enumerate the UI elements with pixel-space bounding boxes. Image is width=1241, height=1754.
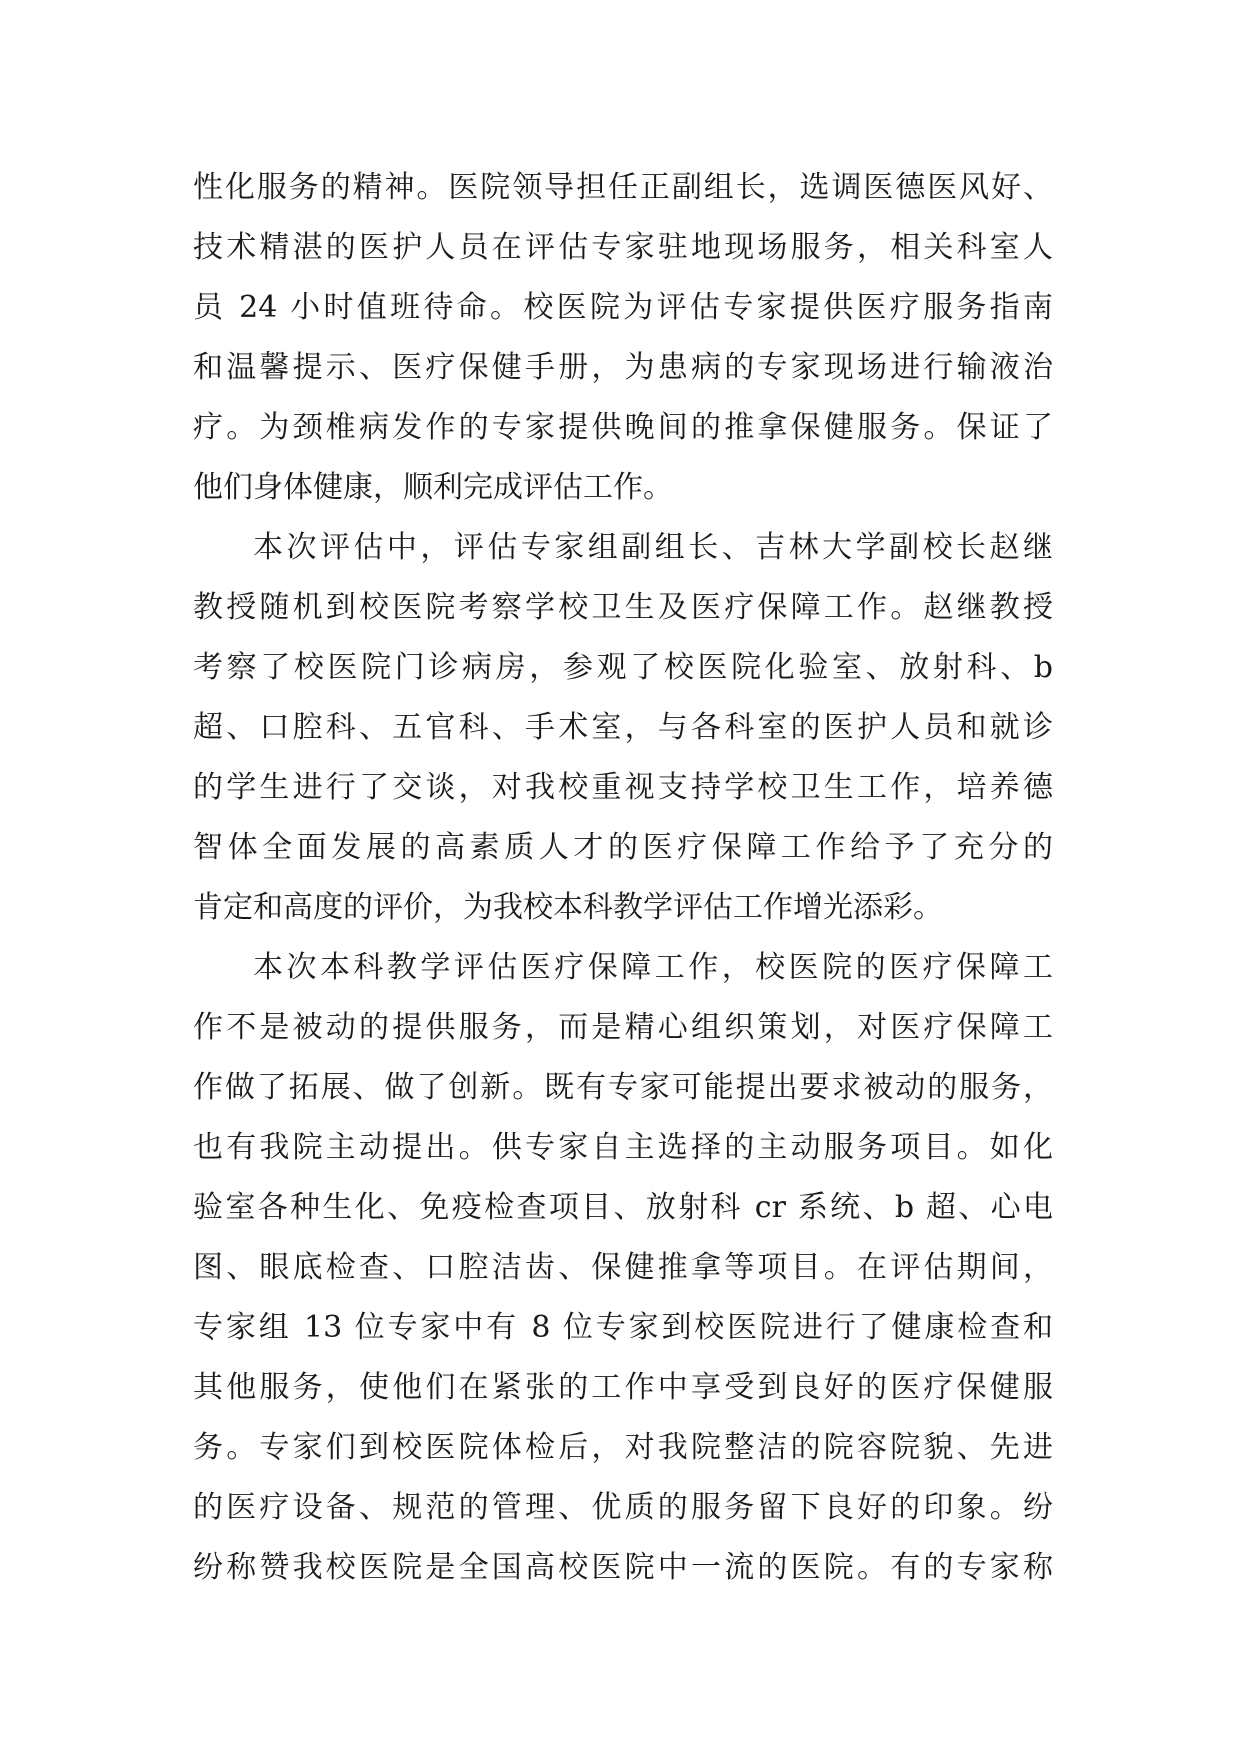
text-line: 员 24 小时值班待命。校医院为评估专家提供医疗服务指南 [193, 290, 1053, 325]
text-line: 其他服务，使他们在紧张的工作中享受到良好的医疗保健服 [193, 1370, 1053, 1405]
text-line: 作不是被动的提供服务，而是精心组织策划，对医疗保障工 [193, 1010, 1053, 1045]
text-line: 智体全面发展的高素质人才的医疗保障工作给予了充分的 [193, 830, 1053, 865]
text-line: 图、眼底检查、口腔洁齿、保健推拿等项目。在评估期间， [193, 1250, 1053, 1285]
text-line: 纷称赞我校医院是全国高校医院中一流的医院。有的专家称 [193, 1550, 1053, 1585]
text-line: 技术精湛的医护人员在评估专家驻地现场服务，相关科室人 [193, 230, 1053, 265]
text-line: 务。专家们到校医院体检后，对我院整洁的院容院貌、先进 [193, 1430, 1053, 1465]
text-line: 肯定和高度的评价，为我校本科教学评估工作增光添彩。 [193, 890, 943, 925]
text-line: 本次本科教学评估医疗保障工作，校医院的医疗保障工 [253, 950, 1053, 985]
text-line: 也有我院主动提出。供专家自主选择的主动服务项目。如化 [193, 1130, 1053, 1165]
text-line: 专家组 13 位专家中有 8 位专家到校医院进行了健康检查和 [193, 1310, 1053, 1345]
text-line: 教授随机到校医院考察学校卫生及医疗保障工作。赵继教授 [193, 590, 1053, 625]
text-line: 的医疗设备、规范的管理、优质的服务留下良好的印象。纷 [193, 1490, 1053, 1525]
text-line: 超、口腔科、五官科、手术室，与各科室的医护人员和就诊 [193, 710, 1053, 745]
text-line: 他们身体健康，顺利完成评估工作。 [193, 470, 673, 505]
text-line: 作做了拓展、做了创新。既有专家可能提出要求被动的服务， [193, 1070, 1053, 1105]
text-line: 考察了校医院门诊病房，参观了校医院化验室、放射科、b [193, 650, 1053, 685]
text-line: 本次评估中，评估专家组副组长、吉林大学副校长赵继 [253, 530, 1053, 565]
text-line: 的学生进行了交谈，对我校重视支持学校卫生工作，培养德 [193, 770, 1053, 805]
text-line: 疗。为颈椎病发作的专家提供晚间的推拿保健服务。保证了 [193, 410, 1053, 445]
body-text [193, 158, 1053, 1598]
text-line: 验室各种生化、免疫检查项目、放射科 cr 系统、b 超、心电 [193, 1190, 1053, 1225]
text-line: 性化服务的精神。医院领导担任正副组长，选调医德医风好、 [193, 170, 1053, 205]
text-line: 和温馨提示、医疗保健手册，为患病的专家现场进行输液治 [193, 350, 1053, 385]
